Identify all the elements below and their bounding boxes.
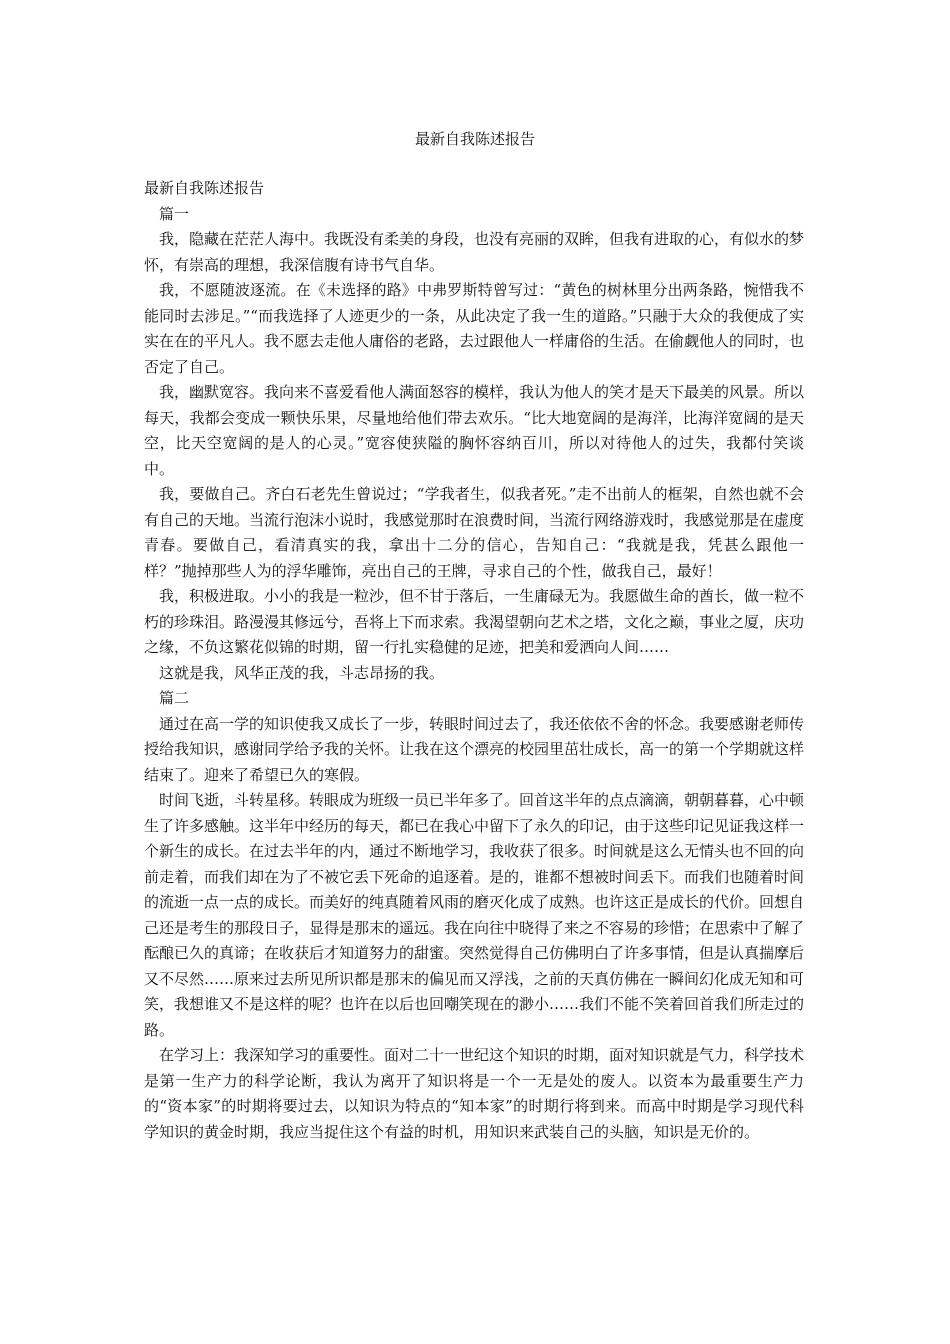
document-body — [144, 176, 804, 1145]
paragraph: 我，积极进取。小小的我是一粒沙，但不甘于落后，一生庸碌无为。我愿做生命的酋长，做一粒不朽的珍珠泪。路漫漫其修远兮，吾将上下而求索。我渴望朝向艺术之塔，文化之巅，事业之厦，庆功之缘，不负这繁花似锦的时期，留一行扎实稳健的足迹，把美和爱洒向人间…… — [144, 587, 805, 656]
part2-heading: 篇二 — [159, 689, 190, 707]
paragraph: 这就是我，风华正茂的我，斗志昂扬的我。 — [159, 663, 445, 682]
part1-heading: 篇一 — [159, 204, 190, 223]
paragraph: 通过在高一学的知识使我又成长了一步，转眼时间过去了，我还依依不舍的怀念。我要感谢老师传授给我知识，感谢同学给予我的关怀。让我在这个漂亮的校园里茁壮成长，高一的第一个学期就这样结束了。迎来了希望已久的寒假。 — [144, 714, 805, 784]
paragraph: 我，不愿随波逐流。在《未选择的路》中弗罗斯特曾写过：“黄色的树林里分出两条路，惋惜我不能同时去涉足。”“而我选择了人迹更少的一条，从此决定了我一生的道路。”只融于大众的我便成了实实在在的平凡人。我不愿去走他人庸俗的老路，去过跟他人一样庸俗的生活。在偷觑他人的同时，也否定了自己。 — [144, 281, 805, 376]
paragraph: 我，隐藏在茫茫人海中。我既没有柔美的身段，也没有亮丽的双眸，但我有进取的心，有似水的梦怀，有崇高的理想，我深信腹有诗书气自华。 — [144, 230, 805, 274]
document-subtitle: 最新自我陈述报告 — [144, 179, 265, 197]
document-title: 最新自我陈述报告 — [414, 130, 535, 148]
paragraph: 我，要做自己。齐白石老先生曾说过；“学我者生，似我者死。”走不出前人的框架，自然也就不会有自己的天地。当流行泡沫小说时，我感觉那时在浪费时间，当流行网络游戏时，我感觉那是在虚度青春。要做自己，看清真实的我，拿出十二分的信心，告知自己：“我就是我，凭甚么跟他一样？”抛掉那些人为的浮华雕饰，亮出自己的王牌，寻求自己的个性，做我自己，最好！ — [144, 485, 805, 580]
paragraph: 在学习上：我深知学习的重要性。面对二十一世纪这个知识的时期，面对知识就是气力，科学技术是第一生产力的科学论断，我认为离开了知识将是一个一无是处的废人。以资本为最重要生产力的“资本家”的时期将要过去，以知识为特点的“知本家”的时期行将到来。而高中时期是学习现代科学知识的黄金时期，我应当捉住这个有益的时机，用知识来武装自己的头脑，知识是无价的。 — [144, 1046, 805, 1141]
paragraph: 时间飞逝，斗转星移。转眼成为班级一员已半年多了。回首这半年的点点滴滴，朝朝暮暮，心中顿生了许多感触。这半年中经历的每天，都已在我心中留下了永久的印记，由于这些印记见证我这样一个新生的成长。在过去半年的内，通过不断地学习，我收获了很多。时间就是这么无情头也不回的向前走着，而我们却在为了不被它丢下死命的追逐着。是的，谁都不想被时间丢下。而我们也随着时间的流逝一点一点的成长。而美好的纯真随着风雨的磨灭化成了成熟。也许这正是成长的代价。回想自己还是考生的那段日子，显得是那末的遥远。我在向往中晓得了来之不容易的珍惜；在思索中了解了酝酿已久的真谛；在收获后才知道努力的甜蜜。突然觉得自己仿佛明白了许多事情，但是认真揣摩后又不尽然……原来过去所见所识都是那末的偏见而又浮浅，之前的天真仿佛在一瞬间幻化成无知和可笑，我想谁又不是这样的呢？也许在以后也回嘲笑现在的渺小……我们不能不笑着回首我们所走过的路。 — [144, 791, 805, 1039]
paragraph: 我，幽默宽容。我向来不喜爱看他人满面怒容的模样，我认为他人的笑才是天下最美的风景。所以每天，我都会变成一颗快乐果，尽量地给他们带去欢乐。“比大地宽阔的是海洋，比海洋宽阔的是天空，比天空宽阔的是人的心灵。”宽容使狭隘的胸怀容纳百川，所以对待他人的过失，我都付笑谈中。 — [144, 383, 805, 478]
